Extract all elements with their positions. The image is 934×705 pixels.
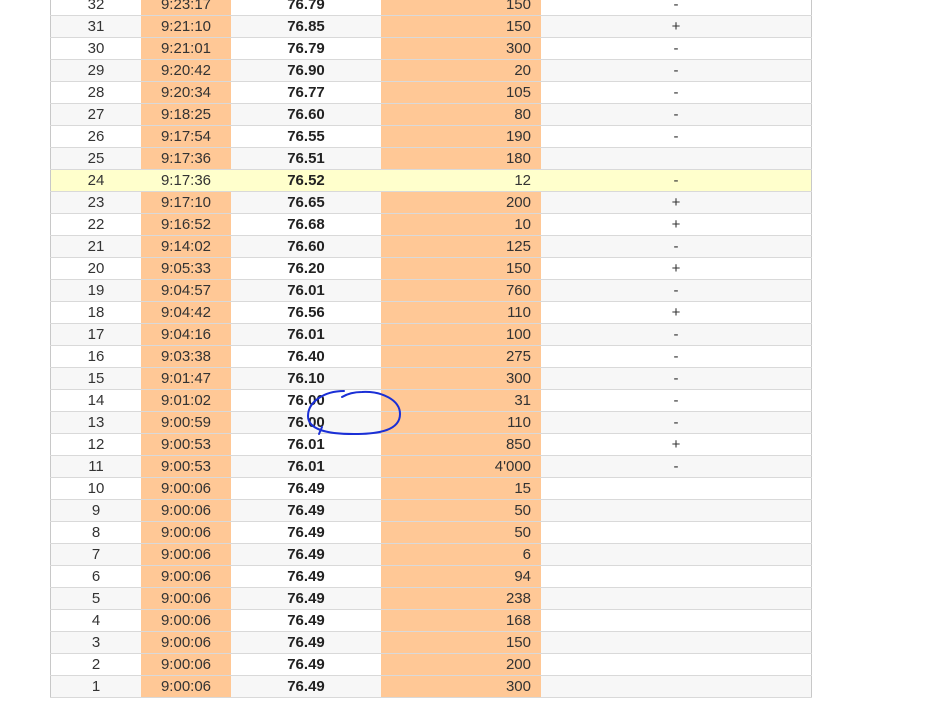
trade-time-cell: 9:04:42 xyxy=(141,302,231,324)
trade-time-cell: 9:00:06 xyxy=(141,566,231,588)
trade-time-cell: 9:20:34 xyxy=(141,82,231,104)
table-row xyxy=(51,214,812,236)
trade-price-cell: 76.49 xyxy=(231,588,381,610)
trade-time-cell: 9:01:02 xyxy=(141,390,231,412)
trade-number-cell: 13 xyxy=(51,412,142,434)
trade-number-cell: 29 xyxy=(51,60,142,82)
trade-volume-cell: 15 xyxy=(381,478,541,500)
trade-volume-cell: 4'000 xyxy=(381,456,541,478)
table-row xyxy=(51,324,812,346)
trade-price-cell: 76.49 xyxy=(231,632,381,654)
trade-number-cell: 19 xyxy=(51,280,142,302)
trade-price-cell: 76.00 xyxy=(231,412,381,434)
trade-price-cell: 76.01 xyxy=(231,434,381,456)
trade-number-cell: 25 xyxy=(51,148,142,170)
trade-time-cell: 9:00:06 xyxy=(141,588,231,610)
table-row xyxy=(51,82,812,104)
trade-time-cell: 9:00:06 xyxy=(141,610,231,632)
trade-volume-cell: 20 xyxy=(381,60,541,82)
trade-price-cell: 76.65 xyxy=(231,192,381,214)
trade-price-cell: 76.77 xyxy=(231,82,381,104)
table-row xyxy=(51,676,812,698)
trade-number-cell: 7 xyxy=(51,544,142,566)
trade-direction-cell: - xyxy=(541,82,812,104)
trade-direction-cell: - xyxy=(541,104,812,126)
trade-time-cell: 9:03:38 xyxy=(141,346,231,368)
trade-price-cell: 76.49 xyxy=(231,654,381,676)
trade-direction-cell: + xyxy=(541,258,812,280)
trade-direction-cell: + xyxy=(541,302,812,324)
trade-volume-cell: 125 xyxy=(381,236,541,258)
trade-number-cell: 2 xyxy=(51,654,142,676)
table-row xyxy=(51,522,812,544)
trade-price-cell: 76.90 xyxy=(231,60,381,82)
trade-time-cell: 9:00:06 xyxy=(141,522,231,544)
trade-direction-cell: - xyxy=(541,280,812,302)
trade-price-cell: 76.49 xyxy=(231,610,381,632)
trade-time-cell: 9:20:42 xyxy=(141,60,231,82)
table-row xyxy=(51,104,812,126)
trade-direction-cell: + xyxy=(541,434,812,456)
trade-volume-cell: 850 xyxy=(381,434,541,456)
trade-price-cell: 76.60 xyxy=(231,104,381,126)
trade-number-cell: 11 xyxy=(51,456,142,478)
trade-time-cell: 9:17:10 xyxy=(141,192,231,214)
trade-price-cell: 76.51 xyxy=(231,148,381,170)
table-row xyxy=(51,60,812,82)
trade-time-cell: 9:00:53 xyxy=(141,434,231,456)
trade-time-cell: 9:00:59 xyxy=(141,412,231,434)
trade-volume-cell: 80 xyxy=(381,104,541,126)
trade-number-cell: 3 xyxy=(51,632,142,654)
trade-number-cell: 17 xyxy=(51,324,142,346)
trade-price-cell: 76.49 xyxy=(231,676,381,698)
table-row xyxy=(51,544,812,566)
trade-direction-cell: + xyxy=(541,214,812,236)
table-row xyxy=(51,566,812,588)
trade-number-cell: 23 xyxy=(51,192,142,214)
trade-volume-cell: 50 xyxy=(381,522,541,544)
trade-volume-cell: 300 xyxy=(381,676,541,698)
trade-time-cell: 9:21:01 xyxy=(141,38,231,60)
table-row xyxy=(51,0,812,16)
trade-number-cell: 26 xyxy=(51,126,142,148)
trade-price-cell: 76.40 xyxy=(231,346,381,368)
trade-direction-cell xyxy=(541,522,812,544)
trade-number-cell: 5 xyxy=(51,588,142,610)
trade-number-cell: 16 xyxy=(51,346,142,368)
trade-volume-cell: 168 xyxy=(381,610,541,632)
trade-price-cell: 76.49 xyxy=(231,566,381,588)
trade-time-cell: 9:05:33 xyxy=(141,258,231,280)
trade-time-cell: 9:01:47 xyxy=(141,368,231,390)
trade-number-cell: 32 xyxy=(51,0,142,16)
trade-volume-cell: 12 xyxy=(381,170,541,192)
table-row xyxy=(51,148,812,170)
trade-price-cell: 76.01 xyxy=(231,324,381,346)
trade-price-cell: 76.55 xyxy=(231,126,381,148)
trade-number-cell: 8 xyxy=(51,522,142,544)
table-row xyxy=(51,654,812,676)
trade-number-cell: 9 xyxy=(51,500,142,522)
table-row xyxy=(51,38,812,60)
trade-direction-cell: - xyxy=(541,368,812,390)
table-row xyxy=(51,192,812,214)
trade-time-cell: 9:00:06 xyxy=(141,632,231,654)
trade-direction-cell: - xyxy=(541,236,812,258)
trade-time-cell: 9:00:06 xyxy=(141,654,231,676)
table-row xyxy=(51,500,812,522)
trade-number-cell: 6 xyxy=(51,566,142,588)
table-row xyxy=(51,588,812,610)
trades-table-body xyxy=(51,0,812,698)
table-row xyxy=(51,346,812,368)
trade-time-cell: 9:00:53 xyxy=(141,456,231,478)
trade-number-cell: 10 xyxy=(51,478,142,500)
table-row xyxy=(51,390,812,412)
trade-direction-cell: - xyxy=(541,324,812,346)
trade-time-cell: 9:17:36 xyxy=(141,148,231,170)
trade-time-cell: 9:00:06 xyxy=(141,478,231,500)
trade-direction-cell xyxy=(541,566,812,588)
trade-number-cell: 24 xyxy=(51,170,142,192)
trade-volume-cell: 100 xyxy=(381,324,541,346)
trade-price-cell: 76.79 xyxy=(231,38,381,60)
trade-price-cell: 76.49 xyxy=(231,478,381,500)
trade-direction-cell: - xyxy=(541,390,812,412)
trade-number-cell: 4 xyxy=(51,610,142,632)
trade-time-cell: 9:04:57 xyxy=(141,280,231,302)
trade-price-cell: 76.49 xyxy=(231,544,381,566)
trade-volume-cell: 110 xyxy=(381,302,541,324)
table-row xyxy=(51,412,812,434)
trade-volume-cell: 300 xyxy=(381,38,541,60)
trade-number-cell: 21 xyxy=(51,236,142,258)
trade-volume-cell: 760 xyxy=(381,280,541,302)
trade-direction-cell: + xyxy=(541,16,812,38)
trade-time-cell: 9:14:02 xyxy=(141,236,231,258)
trade-volume-cell: 50 xyxy=(381,500,541,522)
trade-price-cell: 76.79 xyxy=(231,0,381,16)
trade-time-cell: 9:17:36 xyxy=(141,170,231,192)
trade-direction-cell: + xyxy=(541,192,812,214)
trade-direction-cell xyxy=(541,478,812,500)
trade-price-cell: 76.01 xyxy=(231,456,381,478)
trade-volume-cell: 6 xyxy=(381,544,541,566)
trade-volume-cell: 10 xyxy=(381,214,541,236)
trade-time-cell: 9:18:25 xyxy=(141,104,231,126)
trade-direction-cell xyxy=(541,588,812,610)
trade-price-cell: 76.01 xyxy=(231,280,381,302)
trade-number-cell: 30 xyxy=(51,38,142,60)
trade-time-cell: 9:00:06 xyxy=(141,544,231,566)
trade-number-cell: 1 xyxy=(51,676,142,698)
trade-direction-cell: - xyxy=(541,170,812,192)
trade-volume-cell: 110 xyxy=(381,412,541,434)
trade-price-cell: 76.68 xyxy=(231,214,381,236)
trade-direction-cell: - xyxy=(541,412,812,434)
trade-direction-cell xyxy=(541,500,812,522)
table-row xyxy=(51,16,812,38)
trade-time-cell: 9:00:06 xyxy=(141,500,231,522)
trade-time-cell: 9:04:16 xyxy=(141,324,231,346)
trade-direction-cell: - xyxy=(541,346,812,368)
trade-number-cell: 28 xyxy=(51,82,142,104)
trade-time-cell: 9:21:10 xyxy=(141,16,231,38)
trade-direction-cell xyxy=(541,544,812,566)
trade-number-cell: 27 xyxy=(51,104,142,126)
trade-volume-cell: 200 xyxy=(381,654,541,676)
trade-direction-cell xyxy=(541,632,812,654)
table-row xyxy=(51,280,812,302)
trade-volume-cell: 300 xyxy=(381,368,541,390)
trade-time-cell: 9:23:17 xyxy=(141,0,231,16)
trade-volume-cell: 105 xyxy=(381,82,541,104)
table-row xyxy=(51,170,812,192)
table-row xyxy=(51,632,812,654)
trade-number-cell: 22 xyxy=(51,214,142,236)
trade-price-cell: 76.20 xyxy=(231,258,381,280)
trade-number-cell: 20 xyxy=(51,258,142,280)
trade-number-cell: 15 xyxy=(51,368,142,390)
trade-direction-cell xyxy=(541,610,812,632)
trade-price-cell: 76.49 xyxy=(231,522,381,544)
trade-direction-cell xyxy=(541,676,812,698)
trade-time-cell: 9:16:52 xyxy=(141,214,231,236)
trade-volume-cell: 275 xyxy=(381,346,541,368)
trade-volume-cell: 94 xyxy=(381,566,541,588)
trade-number-cell: 18 xyxy=(51,302,142,324)
trade-direction-cell: - xyxy=(541,456,812,478)
trade-volume-cell: 238 xyxy=(381,588,541,610)
trade-volume-cell: 180 xyxy=(381,148,541,170)
table-row xyxy=(51,258,812,280)
trades-table xyxy=(50,0,812,698)
trade-volume-cell: 150 xyxy=(381,258,541,280)
trade-volume-cell: 150 xyxy=(381,632,541,654)
table-row xyxy=(51,456,812,478)
trade-direction-cell: - xyxy=(541,60,812,82)
table-row xyxy=(51,610,812,632)
trade-number-cell: 12 xyxy=(51,434,142,456)
trade-price-cell: 76.85 xyxy=(231,16,381,38)
trade-price-cell: 76.56 xyxy=(231,302,381,324)
trade-price-cell: 76.49 xyxy=(231,500,381,522)
table-row xyxy=(51,434,812,456)
table-row xyxy=(51,126,812,148)
trade-direction-cell: - xyxy=(541,0,812,16)
trade-price-cell: 76.00 xyxy=(231,390,381,412)
trade-direction-cell: - xyxy=(541,38,812,60)
trade-direction-cell xyxy=(541,148,812,170)
trade-time-cell: 9:17:54 xyxy=(141,126,231,148)
table-row xyxy=(51,236,812,258)
table-row xyxy=(51,368,812,390)
trade-volume-cell: 150 xyxy=(381,0,541,16)
trade-price-cell: 76.52 xyxy=(231,170,381,192)
trade-volume-cell: 150 xyxy=(381,16,541,38)
table-row xyxy=(51,478,812,500)
trade-direction-cell xyxy=(541,654,812,676)
trade-volume-cell: 200 xyxy=(381,192,541,214)
trade-number-cell: 31 xyxy=(51,16,142,38)
trade-time-cell: 9:00:06 xyxy=(141,676,231,698)
trade-price-cell: 76.10 xyxy=(231,368,381,390)
trade-number-cell: 14 xyxy=(51,390,142,412)
table-row xyxy=(51,302,812,324)
trade-price-cell: 76.60 xyxy=(231,236,381,258)
trade-volume-cell: 190 xyxy=(381,126,541,148)
trade-direction-cell: - xyxy=(541,126,812,148)
trade-volume-cell: 31 xyxy=(381,390,541,412)
